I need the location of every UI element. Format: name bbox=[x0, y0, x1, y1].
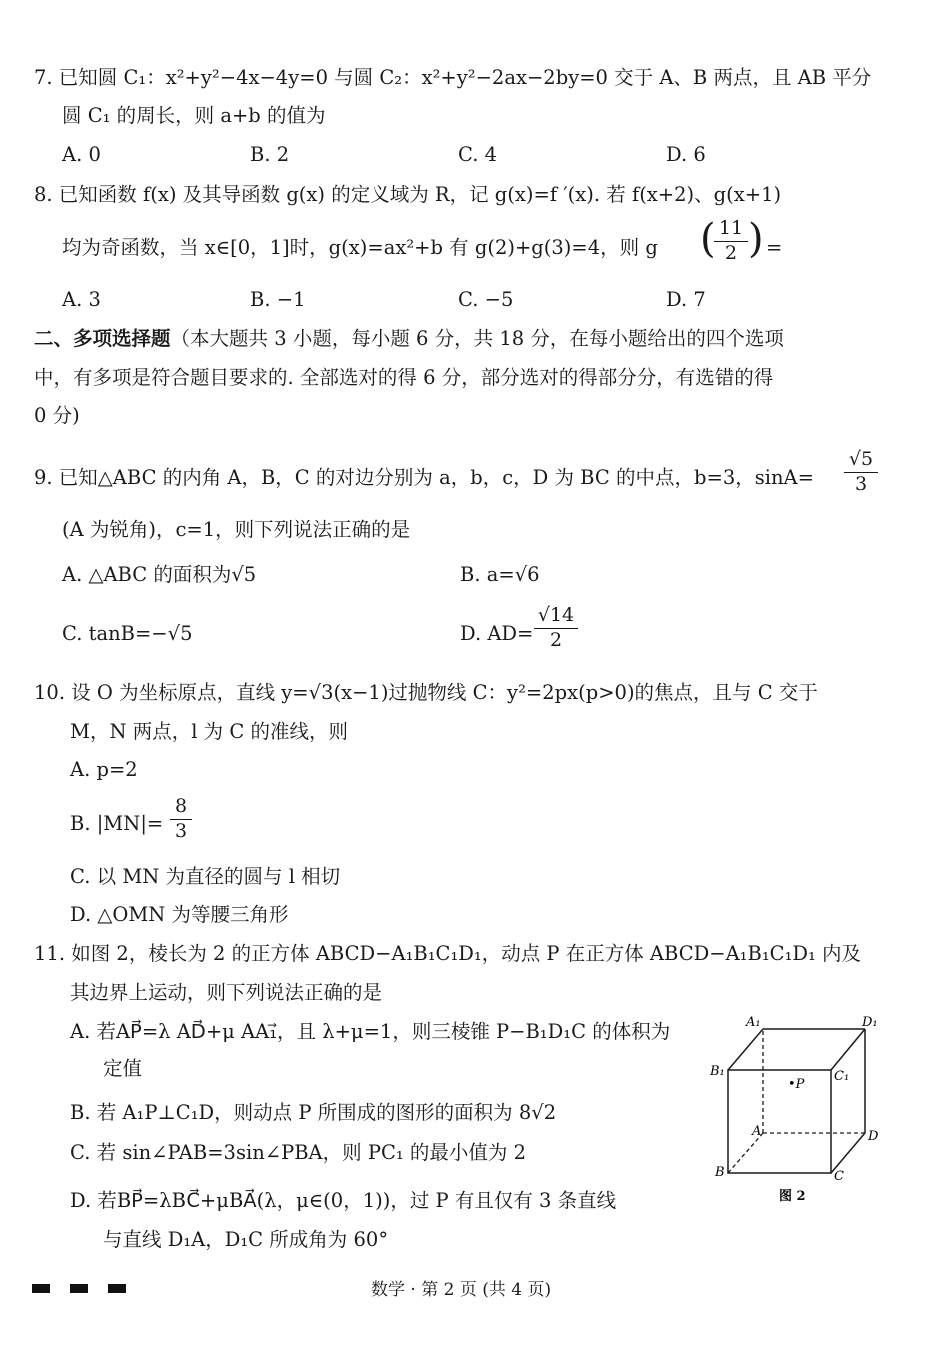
section2-intro: （本大题共 3 小题，每小题 6 分，共 18 分，在每小题给出的四个选项 bbox=[170, 327, 784, 350]
q9-sina-numerator: √5 bbox=[844, 449, 878, 473]
label-d1: D₁ bbox=[862, 1015, 878, 1030]
q9-line2: (A 为锐角)，c=1，则下列说法正确的是 bbox=[62, 518, 411, 541]
q7-option-d[interactable]: D. 6 bbox=[666, 143, 706, 166]
footer-page-number: 数学 · 第 2 页 (共 4 页) bbox=[371, 1280, 552, 1300]
q10-option-d[interactable]: D. △OMN 为等腰三角形 bbox=[70, 903, 289, 926]
label-p: •P bbox=[788, 1077, 805, 1092]
label-b1: B₁ bbox=[710, 1064, 725, 1079]
q11-line2: 其边界上运动，则下列说法正确的是 bbox=[70, 981, 383, 1004]
q10-mn-denominator: 3 bbox=[174, 819, 188, 842]
q8-option-d[interactable]: D. 7 bbox=[666, 288, 706, 311]
q10-line1: 10. 设 O 为坐标原点，直线 y=√3(x−1)过抛物线 C：y²=2px(p>0)的焦点，且与 C 交于 bbox=[34, 681, 818, 704]
label-c1: C₁ bbox=[834, 1069, 850, 1084]
footer-mark-1 bbox=[32, 1284, 50, 1293]
q11-option-d-cont: 与直线 D₁A，D₁C 所成角为 60° bbox=[103, 1228, 389, 1251]
q10-option-a[interactable]: A. p=2 bbox=[70, 758, 138, 781]
q8-paren-close: ) bbox=[748, 216, 764, 262]
q10-line2: M，N 两点，l 为 C 的准线，则 bbox=[70, 720, 348, 743]
q9-ad-numerator: √14 bbox=[534, 605, 578, 629]
front-face bbox=[728, 1070, 831, 1173]
q11-option-a-cont: 定值 bbox=[103, 1057, 143, 1080]
q7-line2: 圆 C₁ 的周长，则 a+b 的值为 bbox=[62, 104, 326, 127]
q8-equals: = bbox=[766, 236, 783, 259]
section2-line2: 中，有多项是符合题目要求的. 全部选对的得 6 分，部分选对的得部分分，有选错的得 bbox=[34, 366, 774, 389]
q9-option-a[interactable]: A. △ABC 的面积为√5 bbox=[62, 563, 257, 586]
q11-option-b[interactable]: B. 若 A₁P⊥C₁D，则动点 P 所围成的图形的面积为 8√2 bbox=[70, 1101, 557, 1124]
q7-option-a[interactable]: A. 0 bbox=[62, 143, 101, 166]
q9-option-d[interactable]: D. AD= bbox=[460, 622, 534, 645]
q11-line1: 11. 如图 2，棱长为 2 的正方体 ABCD−A₁B₁C₁D₁，动点 P 在正方体 ABCD−A₁B₁C₁D₁ 内及 bbox=[34, 942, 862, 965]
edge-a1b1 bbox=[728, 1029, 763, 1070]
label-a1: A₁ bbox=[746, 1015, 761, 1030]
q11-option-a[interactable]: A. 若AP⃗=λ AD⃗+μ AA₁⃗，且 λ+μ=1，则三棱锥 P−B₁D₁C 的体积为 bbox=[70, 1020, 671, 1043]
label-a: A bbox=[752, 1124, 762, 1139]
q8-option-a[interactable]: A. 3 bbox=[62, 288, 101, 311]
q8-fraction-denominator: 2 bbox=[724, 241, 738, 264]
q7-line1: 7. 已知圆 C₁：x²+y²−4x−4y=0 与圆 C₂：x²+y²−2ax−2by=0 交于 A、B 两点，且 AB 平分 bbox=[34, 66, 872, 89]
q9-sina-denominator: 3 bbox=[854, 472, 868, 495]
edge-ab bbox=[728, 1133, 763, 1173]
q10-option-c[interactable]: C. 以 MN 为直径的圆与 l 相切 bbox=[70, 865, 341, 888]
cube-figure bbox=[700, 1008, 900, 1208]
edge-d1c1 bbox=[831, 1029, 865, 1070]
q7-option-c[interactable]: C. 4 bbox=[458, 143, 498, 166]
q8-fraction-numerator: 11 bbox=[714, 218, 748, 242]
section2-heading: 二、多项选择题 bbox=[34, 327, 171, 350]
q9-ad-denominator: 2 bbox=[549, 628, 563, 651]
q9-ad-fraction bbox=[534, 605, 578, 652]
section2-line1 bbox=[34, 327, 784, 350]
q10-mn-fraction bbox=[170, 796, 192, 843]
q8-paren-open: ( bbox=[700, 216, 716, 262]
edge-dc bbox=[831, 1133, 865, 1173]
q10-mn-numerator: 8 bbox=[170, 796, 192, 820]
q8-fraction bbox=[714, 218, 748, 265]
label-b: B bbox=[715, 1165, 725, 1180]
q11-option-d[interactable]: D. 若BP⃗=λBC⃗+μBA⃗(λ，μ∈(0，1))，过 P 有且仅有 3 条直线 bbox=[70, 1189, 617, 1212]
q9-option-b[interactable]: B. a=√6 bbox=[460, 563, 540, 586]
footer-mark-3 bbox=[108, 1284, 126, 1293]
q9-sina-fraction bbox=[844, 449, 878, 496]
q8-line1: 8. 已知函数 f(x) 及其导函数 g(x) 的定义域为 R，记 g(x)=f ′(x). 若 f(x+2)、g(x+1) bbox=[34, 183, 782, 206]
q8-line2: 均为奇函数，当 x∈[0，1]时，g(x)=ax²+b 有 g(2)+g(3)=4，则 g bbox=[62, 236, 658, 259]
q10-option-b[interactable]: B. |MN|= bbox=[70, 812, 164, 835]
q9-option-c[interactable]: C. tanB=−√5 bbox=[62, 622, 193, 645]
q8-option-c[interactable]: C. −5 bbox=[458, 288, 514, 311]
label-c: C bbox=[834, 1169, 844, 1184]
q8-option-b[interactable]: B. −1 bbox=[250, 288, 306, 311]
figure-caption: 图 2 bbox=[779, 1189, 806, 1204]
footer-mark-2 bbox=[70, 1284, 88, 1293]
q7-option-b[interactable]: B. 2 bbox=[250, 143, 290, 166]
label-d: D bbox=[868, 1129, 879, 1144]
q9-line1: 9. 已知△ABC 的内角 A，B，C 的对边分别为 a，b，c，D 为 BC 的中点，b=3，sinA= bbox=[34, 466, 814, 489]
section2-line3: 0 分) bbox=[34, 404, 80, 427]
q11-option-c[interactable]: C. 若 sin∠PAB=3sin∠PBA，则 PC₁ 的最小值为 2 bbox=[70, 1141, 526, 1164]
